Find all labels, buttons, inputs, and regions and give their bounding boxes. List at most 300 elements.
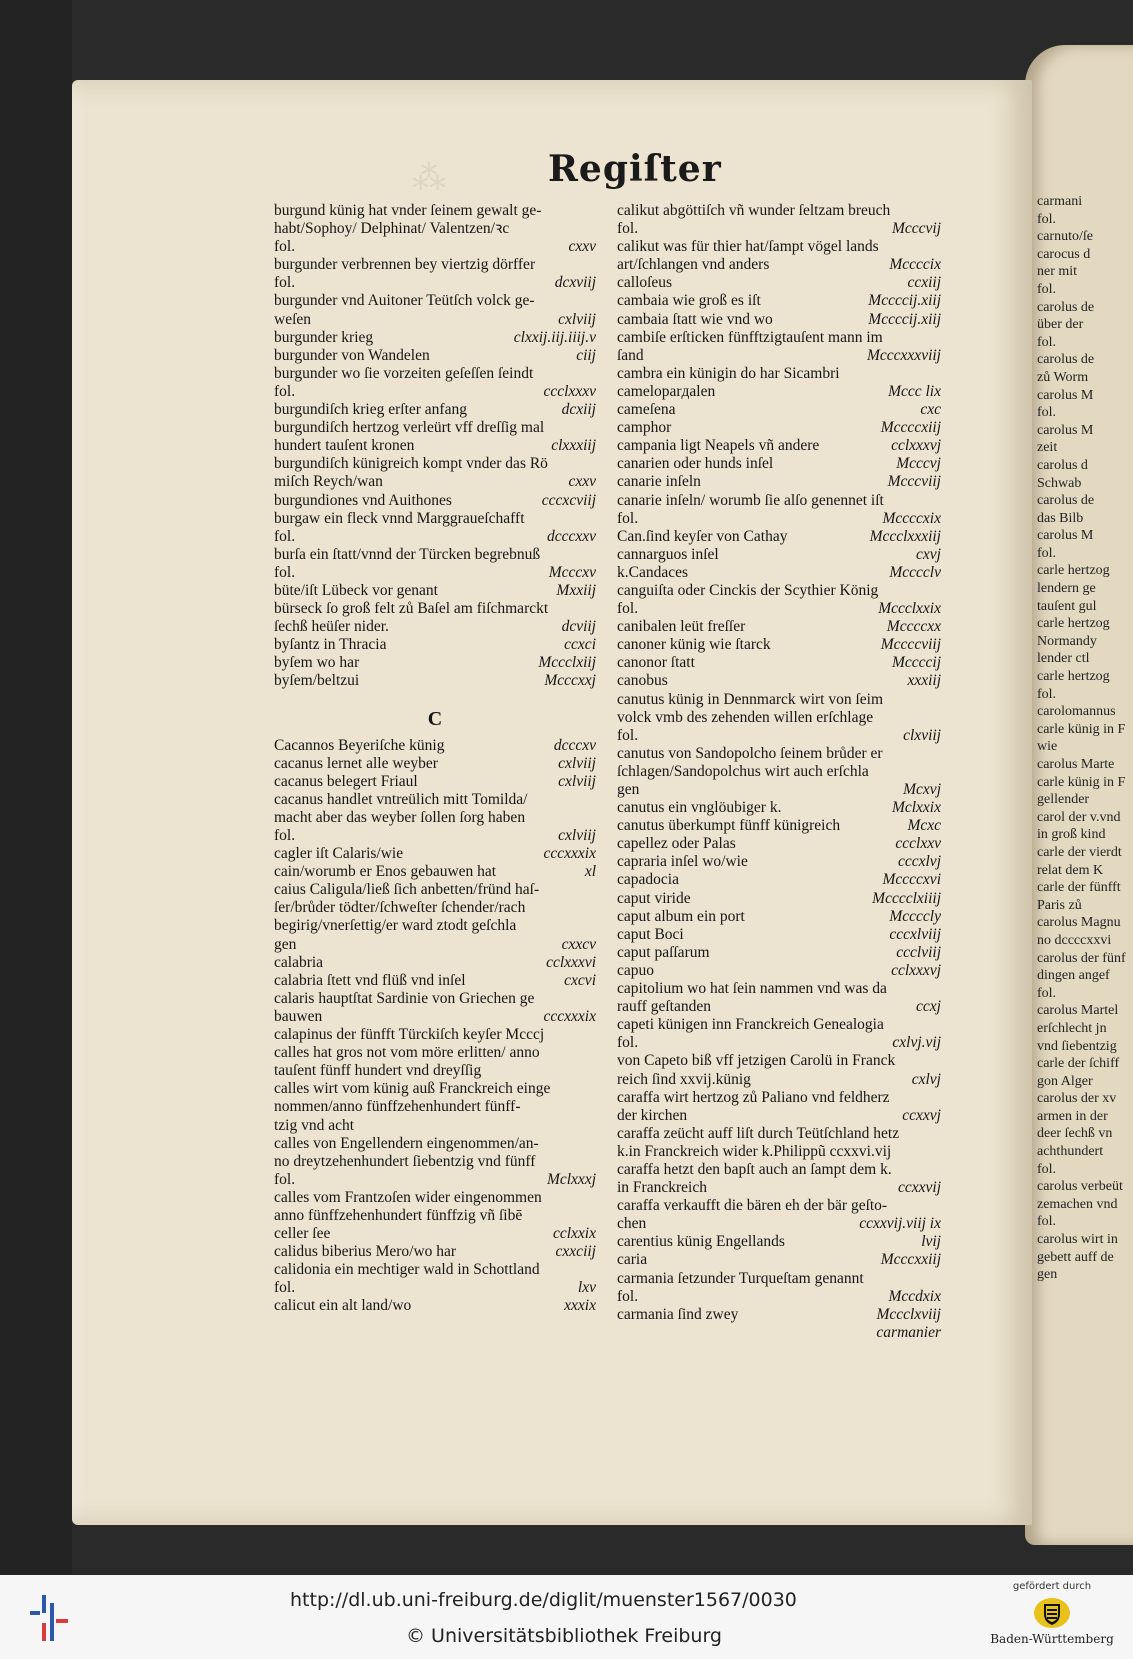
folio-reference: Mccccxx: [886, 618, 941, 636]
register-entry: [274, 1153, 596, 1171]
entry-text: calikut was für thier hat/ſampt vögel lands: [617, 238, 879, 256]
folio-reference: Mccccviij: [880, 636, 941, 654]
folio-reference: cxxciij: [555, 1243, 596, 1261]
next-page-fragment: carolomannus: [1037, 704, 1116, 720]
entry-text: capitolium wo hat ſein nammen vnd was da: [617, 980, 887, 998]
register-entry: [617, 256, 941, 274]
entry-text: calles vom Frantzoſen wider eingenommen: [274, 1188, 542, 1206]
dark-background-left: [0, 0, 72, 1575]
entry-text: burgaw ein fleck vnnd Marggraueſchafft: [274, 509, 525, 527]
register-entry: [274, 1207, 596, 1225]
sponsor-block: [982, 1581, 1122, 1646]
register-entry: [617, 1071, 941, 1089]
entry-text: calidonia ein mechtiger wald in Schottland: [274, 1261, 540, 1279]
entry-text: Cacannos Beyeriſche künig: [274, 736, 445, 754]
entry-text: canarie inſeln: [617, 473, 701, 491]
entry-text: calles hat gros not vom möre erlitten/ anno: [274, 1044, 540, 1062]
register-entry: [274, 582, 596, 600]
register-entry: [617, 383, 941, 401]
page-title: Regiſter: [548, 148, 722, 190]
next-page-fragment: über der: [1037, 317, 1084, 333]
folio-reference: cxcvi: [564, 971, 596, 989]
entry-text: reich ſind xxvij.künig: [617, 1070, 751, 1088]
folio-reference: carmanier: [876, 1323, 941, 1341]
register-entry: [274, 492, 596, 510]
folio-reference: Mcccclxiiij: [872, 889, 941, 907]
register-entry: [274, 564, 596, 582]
register-entry: [617, 1270, 941, 1288]
register-entry: [274, 1080, 596, 1098]
next-page-fragment: carocus d: [1037, 246, 1091, 262]
register-entry: [274, 1117, 596, 1135]
entry-text: calikut abgöttiſch vñ wunder ſeltzam breuch: [617, 202, 891, 219]
register-entry: [617, 582, 941, 600]
folio-reference: xl: [584, 863, 596, 881]
register-entry: [617, 618, 941, 636]
register-entry: [274, 618, 596, 636]
entry-text: capellez oder Palas: [617, 835, 736, 853]
next-page-fragment: carle hertzog: [1037, 616, 1110, 632]
register-entry: [274, 419, 596, 437]
folio-reference: cxxv: [568, 238, 596, 256]
entry-text: camphor: [617, 419, 672, 437]
register-entry: [274, 1297, 596, 1315]
folio-reference: cccxxxix: [543, 1007, 596, 1025]
section-letter-heading: C: [427, 707, 443, 730]
register-entry: [617, 564, 941, 582]
folio-reference: Mcccxxxviij: [867, 346, 941, 364]
register-entry: [617, 926, 941, 944]
next-page-fragment: Schwab: [1037, 475, 1082, 491]
next-page-fragment: das Bilb: [1037, 510, 1084, 526]
register-entry: [274, 1243, 596, 1261]
folio-reference: ccxxvij: [897, 1179, 941, 1197]
viewer-footer: [0, 1575, 1133, 1659]
entry-text: caraffa verkaufft die bären eh der bär geſto-: [617, 1197, 888, 1215]
next-page-fragment: lendern ge: [1037, 581, 1096, 597]
entry-text: caria: [617, 1251, 648, 1269]
entry-text: fol.: [617, 1287, 639, 1305]
register-entry: [617, 781, 941, 799]
folio-reference: Mxxiij: [556, 581, 596, 599]
folio-reference: Mcccclv: [889, 563, 941, 581]
next-page-fragment: carolus Magnu: [1037, 915, 1121, 931]
next-page-fragment: carolus M: [1037, 528, 1094, 544]
next-page-fragment: fol.: [1037, 211, 1057, 227]
folio-reference: dcxviij: [554, 274, 596, 292]
folio-reference: dcviij: [561, 618, 596, 636]
register-entry: [274, 917, 596, 935]
entry-text: fol.: [274, 238, 296, 256]
entry-text: cameſena: [617, 401, 676, 419]
register-entry: [617, 980, 941, 998]
next-page-fragment: carle hertzog: [1037, 669, 1110, 685]
entry-text: in Franckreich: [617, 1179, 707, 1197]
next-page-fragment: deer ſechß vn: [1037, 1126, 1113, 1142]
entry-text: capuo: [617, 961, 655, 979]
folio-reference: cclxxxvj: [891, 961, 941, 979]
register-entry: [274, 473, 596, 491]
entry-text: no dreytzehenhundert ſiebentzig vnd fünff: [274, 1152, 536, 1170]
entry-text: Can.ſind keyſer von Cathay: [617, 527, 788, 545]
register-entry: [617, 311, 941, 329]
entry-text: gen: [274, 935, 297, 953]
folio-reference: cclxxxvj: [891, 437, 941, 455]
register-entry: [617, 1016, 941, 1034]
folio-reference: dcccxv: [553, 736, 596, 754]
next-page-fragment: carolus Marte: [1037, 757, 1115, 772]
next-page-fragment: carolus der fünf: [1037, 950, 1126, 966]
register-entry: [617, 1034, 941, 1052]
entry-text: canguiſta oder Cinckis der Scythier König: [617, 581, 879, 599]
register-entry: [274, 1062, 596, 1080]
register-entry: [274, 1044, 596, 1062]
register-entry: [617, 437, 941, 455]
entry-text: ſechß heüſer nider.: [274, 618, 389, 636]
register-entry: [274, 1135, 596, 1153]
entry-text: fol.: [617, 509, 639, 527]
register-entry: [617, 998, 941, 1016]
register-entry: [617, 329, 941, 347]
entry-text: canonor ſtatt: [617, 654, 695, 672]
next-page-fragment: tauſent gul: [1037, 598, 1097, 614]
next-page-fragment: carle künig in F: [1037, 721, 1126, 737]
register-entry: [617, 1324, 941, 1342]
folio-reference: cxxcv: [561, 935, 596, 953]
next-page-fragment: fol.: [1037, 686, 1057, 702]
folio-reference: Mccccxix: [882, 509, 941, 527]
folio-reference: Mccccix: [889, 256, 941, 274]
register-entry: [617, 220, 941, 238]
folio-reference: ccxiij: [907, 274, 941, 292]
register-entry: [274, 737, 596, 755]
register-entry: [274, 809, 596, 827]
next-page-fragment: gon Alger: [1037, 1073, 1093, 1089]
register-entry: [274, 954, 596, 972]
entry-text: k.in Franckreich wider k.Philippũ ccxxvi.vij: [617, 1142, 892, 1160]
entry-text: k.Candaces: [617, 563, 689, 581]
entry-text: calloſeus: [617, 274, 673, 292]
ub-freiburg-logo-icon[interactable]: [22, 1589, 72, 1647]
register-entry: [617, 908, 941, 926]
register-entry: [617, 871, 941, 889]
folio-reference: lvij: [921, 1233, 941, 1251]
register-entry: [617, 600, 941, 618]
entry-text: fol.: [617, 726, 639, 744]
folio-reference: Mcccviij: [887, 473, 941, 491]
entry-text: cannarguos inſel: [617, 545, 719, 563]
next-page-fragment: zeit: [1037, 440, 1058, 456]
next-page-fragment: zemachen vnd: [1037, 1196, 1118, 1212]
register-entry: [274, 1261, 596, 1279]
register-entry: [274, 347, 596, 365]
entry-text: gen: [617, 781, 640, 798]
bleed-through-text: ⁂: [412, 158, 446, 198]
entry-text: burgundiſch künigreich kompt vnder das Rö: [274, 455, 548, 473]
entry-text: der kirchen: [617, 1106, 688, 1124]
folio-reference: Mccccij: [891, 654, 941, 672]
register-entry: [617, 727, 941, 745]
folio-reference: Mccclxxix: [878, 600, 941, 618]
entry-text: burgund künig hat vnder ſeinem gewalt ge-: [274, 202, 542, 219]
entry-text: fol.: [274, 563, 296, 581]
register-column-left: [274, 202, 596, 1316]
folio-reference: cccxlviij: [889, 925, 941, 943]
entry-text: cain/worumb er Enos gebauwen hat: [274, 863, 497, 881]
folio-reference: Mccccij.xiij: [868, 310, 941, 328]
entry-text: burgunder verbrennen bey viertzig dörffer: [274, 256, 536, 274]
folio-reference: ccxj: [916, 998, 941, 1016]
entry-text: calabria: [274, 953, 324, 971]
entry-text: caraffa zeücht auff liſt durch Teütſchland hetz: [617, 1124, 900, 1142]
register-entry: [617, 763, 941, 781]
register-entry: [274, 791, 596, 809]
register-entry: [617, 835, 941, 853]
register-entry: [274, 256, 596, 274]
entry-text: fol.: [274, 1279, 296, 1297]
entry-text: calles von Engellendern eingenommen/an-: [274, 1134, 539, 1152]
entry-text: caput Boci: [617, 925, 684, 943]
register-entry: [274, 972, 596, 990]
next-page-fragment: fol.: [1037, 281, 1057, 297]
register-entry: [617, 455, 941, 473]
register-entry: [617, 1288, 941, 1306]
register-entry: [274, 600, 596, 618]
next-page-fragment: carle der ſchiff: [1037, 1056, 1120, 1072]
register-entry: [617, 1197, 941, 1215]
next-page-fragment: carol der v.vnd: [1037, 809, 1121, 825]
register-entry: [274, 636, 596, 654]
entry-text: campania ligt Neapels vñ andere: [617, 437, 820, 455]
next-page-fragment: carolus der xv: [1037, 1091, 1117, 1107]
next-page-fragment: fol.: [1037, 1161, 1057, 1177]
folio-reference: ccxxvj: [902, 1106, 941, 1124]
entry-text: begirig/vnerſettig/er ward ztodt geſchla: [274, 917, 517, 935]
folio-reference: dcxiij: [561, 401, 596, 419]
entry-text: capadocia: [617, 871, 679, 889]
entry-text: caraffa hetzt den bapſt auch an ſampt dem k.: [617, 1160, 892, 1178]
entry-text: burgundiſch krieg erſter anfang: [274, 401, 467, 419]
entry-text: anno fünffzehenhundert fünffzig vñ ſibē: [274, 1206, 523, 1224]
next-page-fragment: in groß kind: [1037, 827, 1106, 843]
register-entry: [274, 383, 596, 401]
entry-text: burgunder wo ſie vorzeiten geſeſſen ſeindt: [274, 364, 534, 382]
next-page-fragment: fol.: [1037, 985, 1057, 1001]
folio-reference: dcccxxv: [546, 527, 596, 545]
entry-text: habt/Sophoy/ Delphinat/ Valentzen/ꝛc: [274, 220, 510, 238]
entry-text: canarien oder hunds inſel: [617, 455, 774, 473]
next-page-fragment: carolus Martel: [1037, 1003, 1119, 1019]
entry-text: capeti künigen inn Franckreich Genealogia: [617, 1016, 884, 1034]
entry-text: fol.: [617, 600, 639, 618]
entry-text: canoner künig wie ſtarck: [617, 636, 771, 654]
folio-reference: ciij: [576, 346, 596, 364]
next-page-fragment: lender ctl: [1037, 651, 1090, 667]
register-entry: [617, 202, 941, 220]
register-entry: [274, 899, 596, 917]
register-entry: [617, 238, 941, 256]
register-entry: [274, 1098, 596, 1116]
register-entry: [617, 419, 941, 437]
copyright-notice: © Universitätsbibliothek Freiburg: [406, 1625, 722, 1647]
entry-text: tauſent fünff hundert vnd dreyſſig: [274, 1062, 482, 1080]
folio-reference: cclxxix: [552, 1225, 596, 1243]
entry-text: calaris hauptſtat Sardinie von Griechen ge: [274, 989, 535, 1007]
entry-text: calidus biberius Mero/wo har: [274, 1243, 457, 1261]
register-entry: [617, 1233, 941, 1251]
register-entry: [274, 845, 596, 863]
entry-text: capraria inſel wo/wie: [617, 853, 748, 871]
entry-text: burgunder krieg: [274, 328, 374, 346]
entry-text: caput viride: [617, 889, 691, 907]
folio-reference: Mccccij.xiij: [868, 292, 941, 310]
folio-reference: ccxxvij.viij ix: [859, 1215, 941, 1233]
folio-reference: Mcccvij: [891, 220, 941, 238]
register-column-right: [617, 202, 941, 1342]
next-page-fragment: carmani: [1037, 194, 1083, 209]
entry-text: caraffa wirt hertzog zů Paliano vnd feldherz: [617, 1088, 890, 1106]
entry-text: celler ſee: [274, 1225, 331, 1243]
folio-reference: cxxv: [568, 473, 596, 491]
entry-text: cacanus belegert Friaul: [274, 772, 418, 790]
folio-reference: clxxij.iij.iiij.v: [513, 328, 596, 346]
entry-text: canibalen leüt freſſer: [617, 618, 746, 636]
register-entry: [617, 401, 941, 419]
register-entry: [274, 1171, 596, 1189]
entry-text: caius Caligula/ließ ſich anbetten/fründ haſ-: [274, 881, 540, 899]
next-page-fragment: gen: [1037, 1267, 1058, 1283]
next-page-fragment: achthundert: [1037, 1144, 1104, 1160]
entry-text: canarie inſeln/ worumb ſie alſo genennet iſt: [617, 491, 884, 509]
next-page-fragment: fol.: [1037, 334, 1057, 350]
next-page-fragment: carolus verbeüt: [1037, 1179, 1123, 1195]
entry-text: cagler iſt Calaris/wie: [274, 845, 404, 863]
folio-reference: cxlvj: [911, 1070, 941, 1088]
next-page-fragment: Normandy: [1037, 633, 1097, 649]
entry-text: canutus ein vnglöubiger k.: [617, 799, 782, 817]
entry-text: calabria ſtett vnd flüß vnd inſel: [274, 971, 466, 989]
register-entry: [274, 936, 596, 954]
register-entry: [274, 990, 596, 1008]
register-entry: [274, 1225, 596, 1243]
register-entry: [617, 1306, 941, 1324]
entry-text: fol.: [274, 274, 296, 292]
register-entry: [617, 672, 941, 690]
next-page-fragment: gebett auff de: [1037, 1249, 1114, 1265]
folio-reference: lxv: [577, 1279, 596, 1297]
register-entry: [274, 455, 596, 473]
entry-text: fol.: [274, 527, 296, 545]
folio-reference: Mccccxvi: [882, 871, 941, 889]
entry-text: burgunder von Wandelen: [274, 346, 430, 364]
folio-reference: cxvj: [916, 545, 941, 563]
entry-text: hundert tauſent kronen: [274, 437, 415, 455]
entry-text: cambaia ſtatt wie vnd wo: [617, 310, 773, 328]
next-page-fragment: carle der fünfft: [1037, 880, 1121, 896]
sponsor-caption: gefördert durch: [1012, 1581, 1092, 1592]
entry-text: byſem/beltzui: [274, 672, 360, 690]
permalink-url[interactable]: http://dl.ub.uni-freiburg.de/diglit/muenster1567/0030: [290, 1589, 797, 1611]
next-page-fragment: carolus de: [1037, 352, 1095, 368]
register-entry: [617, 799, 941, 817]
folio-reference: xxxix: [564, 1297, 596, 1315]
register-entry: [617, 528, 941, 546]
register-entry: [617, 1161, 941, 1179]
register-entry: [617, 890, 941, 908]
register-entry: [274, 1279, 596, 1297]
folio-reference: Mcccxxj: [544, 672, 596, 690]
folio-reference: Mcccvj: [896, 455, 941, 473]
register-entry: [617, 1215, 941, 1233]
entry-text: calles wirt vom künig auß Franckreich einge: [274, 1080, 551, 1098]
folio-reference: cxlviij: [558, 827, 596, 844]
entry-text: fol.: [274, 827, 296, 844]
register-entry: [617, 944, 941, 962]
next-page-fragment: fol.: [1037, 1214, 1057, 1230]
entry-text: burgundiones vnd Auithones: [274, 491, 452, 509]
entry-text: carmania ſind zwey: [617, 1305, 739, 1323]
folio-reference: cxc: [920, 401, 941, 419]
entry-text: byſantz in Thracia: [274, 636, 387, 654]
next-page-fragment: fol.: [1037, 545, 1057, 561]
register-entry: [274, 1189, 596, 1207]
folio-reference: Mccclxiij: [538, 654, 596, 672]
register-entry: [617, 853, 941, 871]
next-page-fragment: carolus M: [1037, 422, 1094, 438]
folio-reference: Mccccly: [889, 907, 941, 925]
entry-text: ſand: [617, 346, 644, 364]
register-entry: [274, 773, 596, 791]
folio-reference: Mccclxviij: [876, 1305, 941, 1323]
register-entry: [274, 546, 596, 564]
entry-text: fol.: [274, 1170, 296, 1188]
register-entry: [617, 962, 941, 980]
register-entry: [617, 546, 941, 564]
register-entry: [617, 1251, 941, 1269]
register-entry: [274, 1008, 596, 1026]
next-page-fragment: carolus M: [1037, 387, 1094, 403]
entry-text: caput album ein port: [617, 907, 745, 925]
entry-text: macht aber das weyber ſollen ſorg haben: [274, 808, 526, 826]
entry-text: burſa ein ſtatt/vnnd der Türcken begrebnuß: [274, 545, 541, 563]
register-entry: [274, 292, 596, 310]
next-page-fragment: carolus de: [1037, 299, 1095, 315]
entry-text: von Capeto biß vff jetzigen Carolü in Franck: [617, 1052, 896, 1070]
next-page-fragment: carolus wirt in: [1037, 1232, 1118, 1248]
entry-text: tzig vnd acht: [274, 1116, 355, 1134]
folio-reference: Mcxc: [907, 817, 941, 835]
register-entry: [617, 347, 941, 365]
next-page-fragment: carle hertzog: [1037, 563, 1110, 579]
folio-reference: cccxxxix: [543, 845, 596, 863]
register-entry: [617, 1107, 941, 1125]
folio-reference: Mcccxv: [548, 563, 596, 581]
entry-text: rauff geſtanden: [617, 998, 711, 1016]
register-entry: [274, 202, 596, 220]
register-entry: [274, 672, 596, 690]
entry-text: calapinus der fünfft Türckiſch keyſer Mcccj: [274, 1026, 545, 1044]
entry-text: cacanus lernet alle weyber: [274, 754, 438, 772]
register-entry: [617, 292, 941, 310]
entry-text: canutus von Sandopolcho ſeinem brůder er: [617, 744, 883, 762]
register-entry: [617, 365, 941, 383]
entry-text: cambiſe erſticken fünfftzigtauſent mann im: [617, 328, 883, 346]
folio-reference: cxlviij: [558, 772, 596, 790]
entry-text: carmania ſetzunder Turqueſtam genannt: [617, 1269, 864, 1287]
register-entry: [617, 654, 941, 672]
entry-text: canobus: [617, 672, 668, 690]
next-page-fragment: wie: [1037, 739, 1058, 755]
